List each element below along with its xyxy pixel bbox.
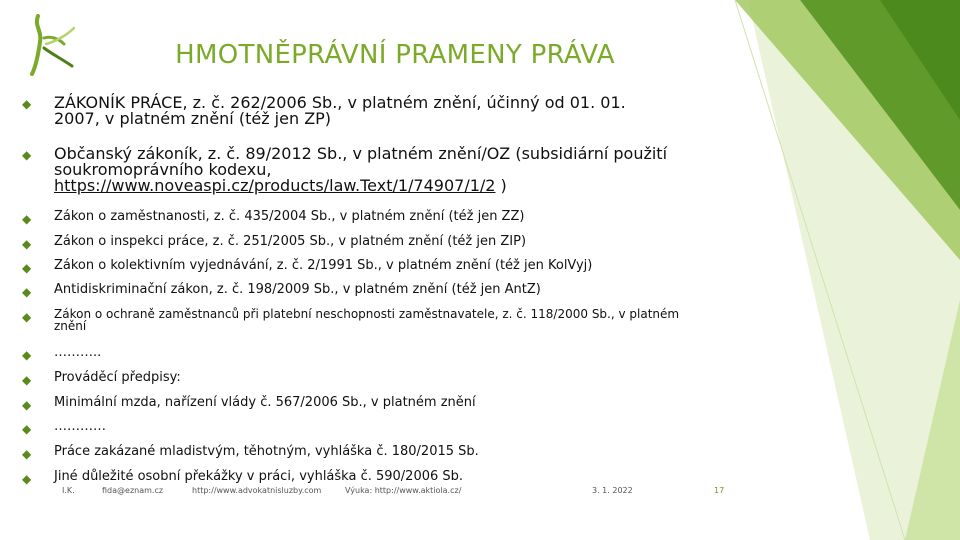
list-item [22, 396, 476, 412]
footer-course[interactable]: Výuka: http://www.aktiola.cz/ [345, 486, 462, 495]
list-item [22, 259, 592, 275]
list-item [22, 445, 479, 461]
diamond-bullet-icon: ◆ [22, 310, 32, 324]
list-item [22, 308, 679, 332]
list-item [22, 235, 526, 251]
item-text: znění [54, 319, 87, 333]
list-item [22, 210, 524, 226]
diamond-bullet-icon: ◆ [22, 212, 32, 226]
diamond-bullet-icon: ◆ [22, 422, 32, 436]
item-text: Zákon o zaměstnanosti, z. č. 435/2004 Sb., v platném znění (též jen ZZ) [54, 209, 525, 224]
diamond-bullet-icon: ◆ [22, 348, 32, 362]
item-text: ) [495, 176, 507, 195]
page-title: HMOTNĚPRÁVNÍ PRAMENY PRÁVA [175, 40, 615, 70]
footer-website[interactable]: http://www.advokatnisluzby.com [192, 486, 322, 495]
diamond-bullet-icon: ◆ [22, 472, 32, 486]
footer-author: I.K. [62, 486, 75, 495]
diamond-bullet-icon: ◆ [22, 97, 32, 111]
item-text: Práce zakázané mladistvým, těhotným, vyhláška č. 180/2015 Sb. [54, 444, 479, 459]
law-text-link[interactable]: https://www.noveaspi.cz/products/law.Text/1/74907/1/2 [54, 176, 496, 195]
diamond-bullet-icon: ◆ [22, 398, 32, 412]
item-text: Zákon o kolektivním vyjednávání, z. č. 2/1991 Sb., v platném znění (též jen KolVyj) [54, 258, 593, 273]
footer-email[interactable]: fida@eznam.cz [102, 486, 164, 495]
diamond-bullet-icon: ◆ [22, 373, 32, 387]
item-text: ZÁKONÍK PRÁCE, z. č. 262/2006 Sb., v platném znění, účinný od 01. 01. [54, 93, 626, 112]
diamond-bullet-icon: ◆ [22, 261, 32, 275]
item-text: Minimální mzda, nařízení vlády č. 567/2006 Sb., v platném znění [54, 395, 476, 410]
item-text: ………… [54, 419, 106, 434]
item-text: Zákon o inspekci práce, z. č. 251/2005 Sb., v platném znění (též jen ZIP) [54, 234, 527, 249]
item-text: 2007, v platném znění (též jen ZP) [54, 109, 332, 128]
list-item [22, 371, 181, 387]
item-text: Občanský zákoník, z. č. 89/2012 Sb., v platném znění/OZ (subsidiární použití [54, 144, 668, 163]
list-item [22, 346, 101, 362]
diamond-bullet-icon: ◆ [22, 148, 32, 162]
item-text: Jiné důležité osobní překážky v práci, vyhláška č. 590/2006 Sb. [54, 469, 464, 484]
page-number: 17 [714, 486, 725, 495]
item-text: ……….. [54, 345, 102, 360]
list-item [22, 95, 626, 127]
item-text: Zákon o ochraně zaměstnanců při platební neschopnosti zaměstnavatele, z. č. 118/2000 Sb., v platném [54, 307, 680, 321]
item-text: Prováděcí předpisy: [54, 370, 181, 385]
item-text: soukromoprávního kodexu, [54, 160, 272, 179]
footer-date: 3. 1. 2022 [592, 486, 633, 495]
list-item [22, 283, 541, 299]
diamond-bullet-icon: ◆ [22, 447, 32, 461]
list-item [22, 420, 106, 436]
diamond-bullet-icon: ◆ [22, 237, 32, 251]
item-text: Antidiskriminační zákon, z. č. 198/2009 Sb., v platném znění (též jen AntZ) [54, 282, 541, 297]
list-item [22, 146, 667, 194]
diamond-bullet-icon: ◆ [22, 285, 32, 299]
list-item [22, 470, 463, 486]
